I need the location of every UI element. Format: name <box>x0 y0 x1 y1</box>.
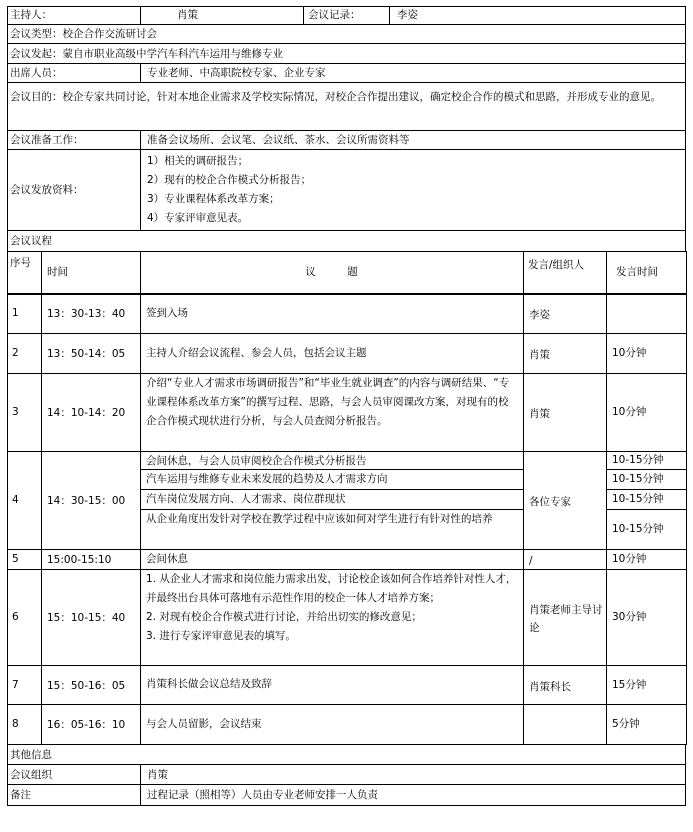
org-label: 会议组织 <box>10 769 52 781</box>
topic-text: 汽车运用与维修专业未来发展的趋势及人才需求方向 <box>146 473 388 485</box>
materials-item-4: 4）专家评审意见表。 <box>147 212 249 224</box>
row-time: 15:00-15:10 <box>47 554 112 566</box>
agenda-section-title: 会议议程 <box>10 235 52 247</box>
topic-text: 与会人员留影，会议结束 <box>146 717 262 730</box>
materials-item-3: 3）专业课程体系改革方案； <box>147 193 280 205</box>
row-speaker-cell <box>523 704 607 745</box>
row-speaker: 肖策科长 <box>529 680 571 693</box>
row-time: 14：10-14：20 <box>47 407 126 419</box>
topic-text: 汽车岗位发展方向、人才需求、岗位群现状 <box>146 493 346 505</box>
recorder-value: 李姿 <box>397 9 418 21</box>
duration-text: 10-15分钟 <box>612 523 664 535</box>
note-label: 备注 <box>10 789 31 801</box>
org-row <box>7 764 686 785</box>
other-section-title: 其他信息 <box>10 749 52 761</box>
topic-text: 签到入场 <box>146 306 188 319</box>
row-number: 4 <box>12 494 19 506</box>
topic-text: 会间休息 <box>146 553 188 565</box>
host-label: 主持人： <box>10 9 52 21</box>
host-value: 肖策 <box>177 9 198 21</box>
row-number: 2 <box>12 347 19 359</box>
topic-text: 会间休息，与会人员审阅校企合作模式分析报告 <box>146 455 367 467</box>
row-time: 14：30-15：00 <box>47 495 126 507</box>
purpose-text: 会议目的：校企专家共同讨论，针对本地企业需求及学校实际情况，对校企合作提出建议，确定校企合作的模式和思路，并形成专业的意见。 <box>10 91 661 103</box>
duration-cell <box>606 293 687 334</box>
row-number: 6 <box>12 611 19 623</box>
row-speaker: 李姿 <box>529 309 550 321</box>
org-value: 肖策 <box>147 769 168 781</box>
attendees-row <box>7 63 686 83</box>
duration-text: 30分钟 <box>612 611 647 623</box>
initiator-text: 会议发起：蒙自市职业高级中学汽车科汽车运用与维修专业 <box>10 48 283 60</box>
row-time: 15：10-15：40 <box>47 612 126 624</box>
duration-text: 10-15分钟 <box>612 454 664 466</box>
attendees-value: 专业老师、中高职院校专家、企业专家 <box>147 67 326 79</box>
row-number: 5 <box>12 553 19 565</box>
row-time: 13：30-13：40 <box>47 308 126 320</box>
type-text: 会议类型：校企合作交流研讨会 <box>10 28 157 40</box>
topic-text: 肖策科长做会议总结及致辞 <box>146 678 272 690</box>
topic-text: 从企业角度出发针对学校在教学过程中应该如何对学生进行有针对性的培养 <box>146 513 493 525</box>
materials-label: 会议发放资料： <box>10 184 84 196</box>
topic-text: 介绍“专业人才需求市场调研报告”和“毕业生就业调查”的内容与调研结果、“专业课程体系改革方案”的撰写过程、思路，与会人员审阅课改方案，对现有的校企合作模式现状进行分析，与会人员查阅分析报告。 <box>146 377 510 427</box>
note-value: 过程记录（照相等）人员由专业老师安排一人负责 <box>147 789 378 801</box>
row-time: 16：05-16：10 <box>47 719 126 731</box>
row-time: 13：50-14：05 <box>47 348 126 360</box>
topic-text: 主持人介绍会议流程、参会人员，包括会议主题 <box>146 346 367 359</box>
duration-text: 10分钟 <box>612 406 647 418</box>
prep-label: 会议准备工作： <box>10 134 84 146</box>
duration-text: 10分钟 <box>612 347 647 359</box>
row-speaker: 肖策 <box>529 408 550 420</box>
header-topic: 议 题 <box>305 266 358 278</box>
attendees-label: 出席人员： <box>10 67 63 79</box>
row-speaker: 肖策老师主导讨论 <box>529 604 603 634</box>
duration-text: 10-15分钟 <box>612 493 664 505</box>
duration-text: 10-15分钟 <box>612 473 664 485</box>
header-duration: 发言时间 <box>616 266 658 278</box>
materials-item-2: 2）现有的校企合作模式分析报告； <box>147 174 312 186</box>
materials-row <box>7 149 686 231</box>
topic-text: 1. 从企业人才需求和岗位能力需求出发，讨论校企该如何合作培养针对性人才，并最终出台具体可落地有示范性作用的校企一体人才培养方案； 2. 对现有校企合作模式进行讨论，并给出切实的修改意见； 3. 进行专家评审意见表的填写。 <box>146 573 517 642</box>
row-number: 1 <box>12 307 19 319</box>
duration-text: 5分钟 <box>612 718 640 730</box>
row-speaker: 各位专家 <box>529 496 571 508</box>
row-number: 8 <box>12 718 19 730</box>
row-number: 7 <box>12 678 19 691</box>
row-number: 3 <box>12 406 19 418</box>
duration-text: 15分钟 <box>612 678 647 691</box>
row-speaker: 肖策 <box>529 349 550 361</box>
duration-text: 10分钟 <box>612 553 647 565</box>
row-speaker: / <box>529 555 533 567</box>
header-speaker: 发言/组织人 <box>528 259 585 271</box>
recorder-label: 会议记录： <box>308 9 361 21</box>
header-no: 序号 <box>10 257 31 269</box>
other-title-row <box>7 744 686 765</box>
agenda-title-row <box>7 230 686 252</box>
header-time: 时间 <box>47 266 68 278</box>
prep-value: 准备会议场所、会议笔、会议纸、茶水、会议所需资料等 <box>147 134 410 146</box>
row-time: 15：50-16：05 <box>47 679 126 692</box>
materials-item-1: 1）相关的调研报告； <box>147 155 249 167</box>
